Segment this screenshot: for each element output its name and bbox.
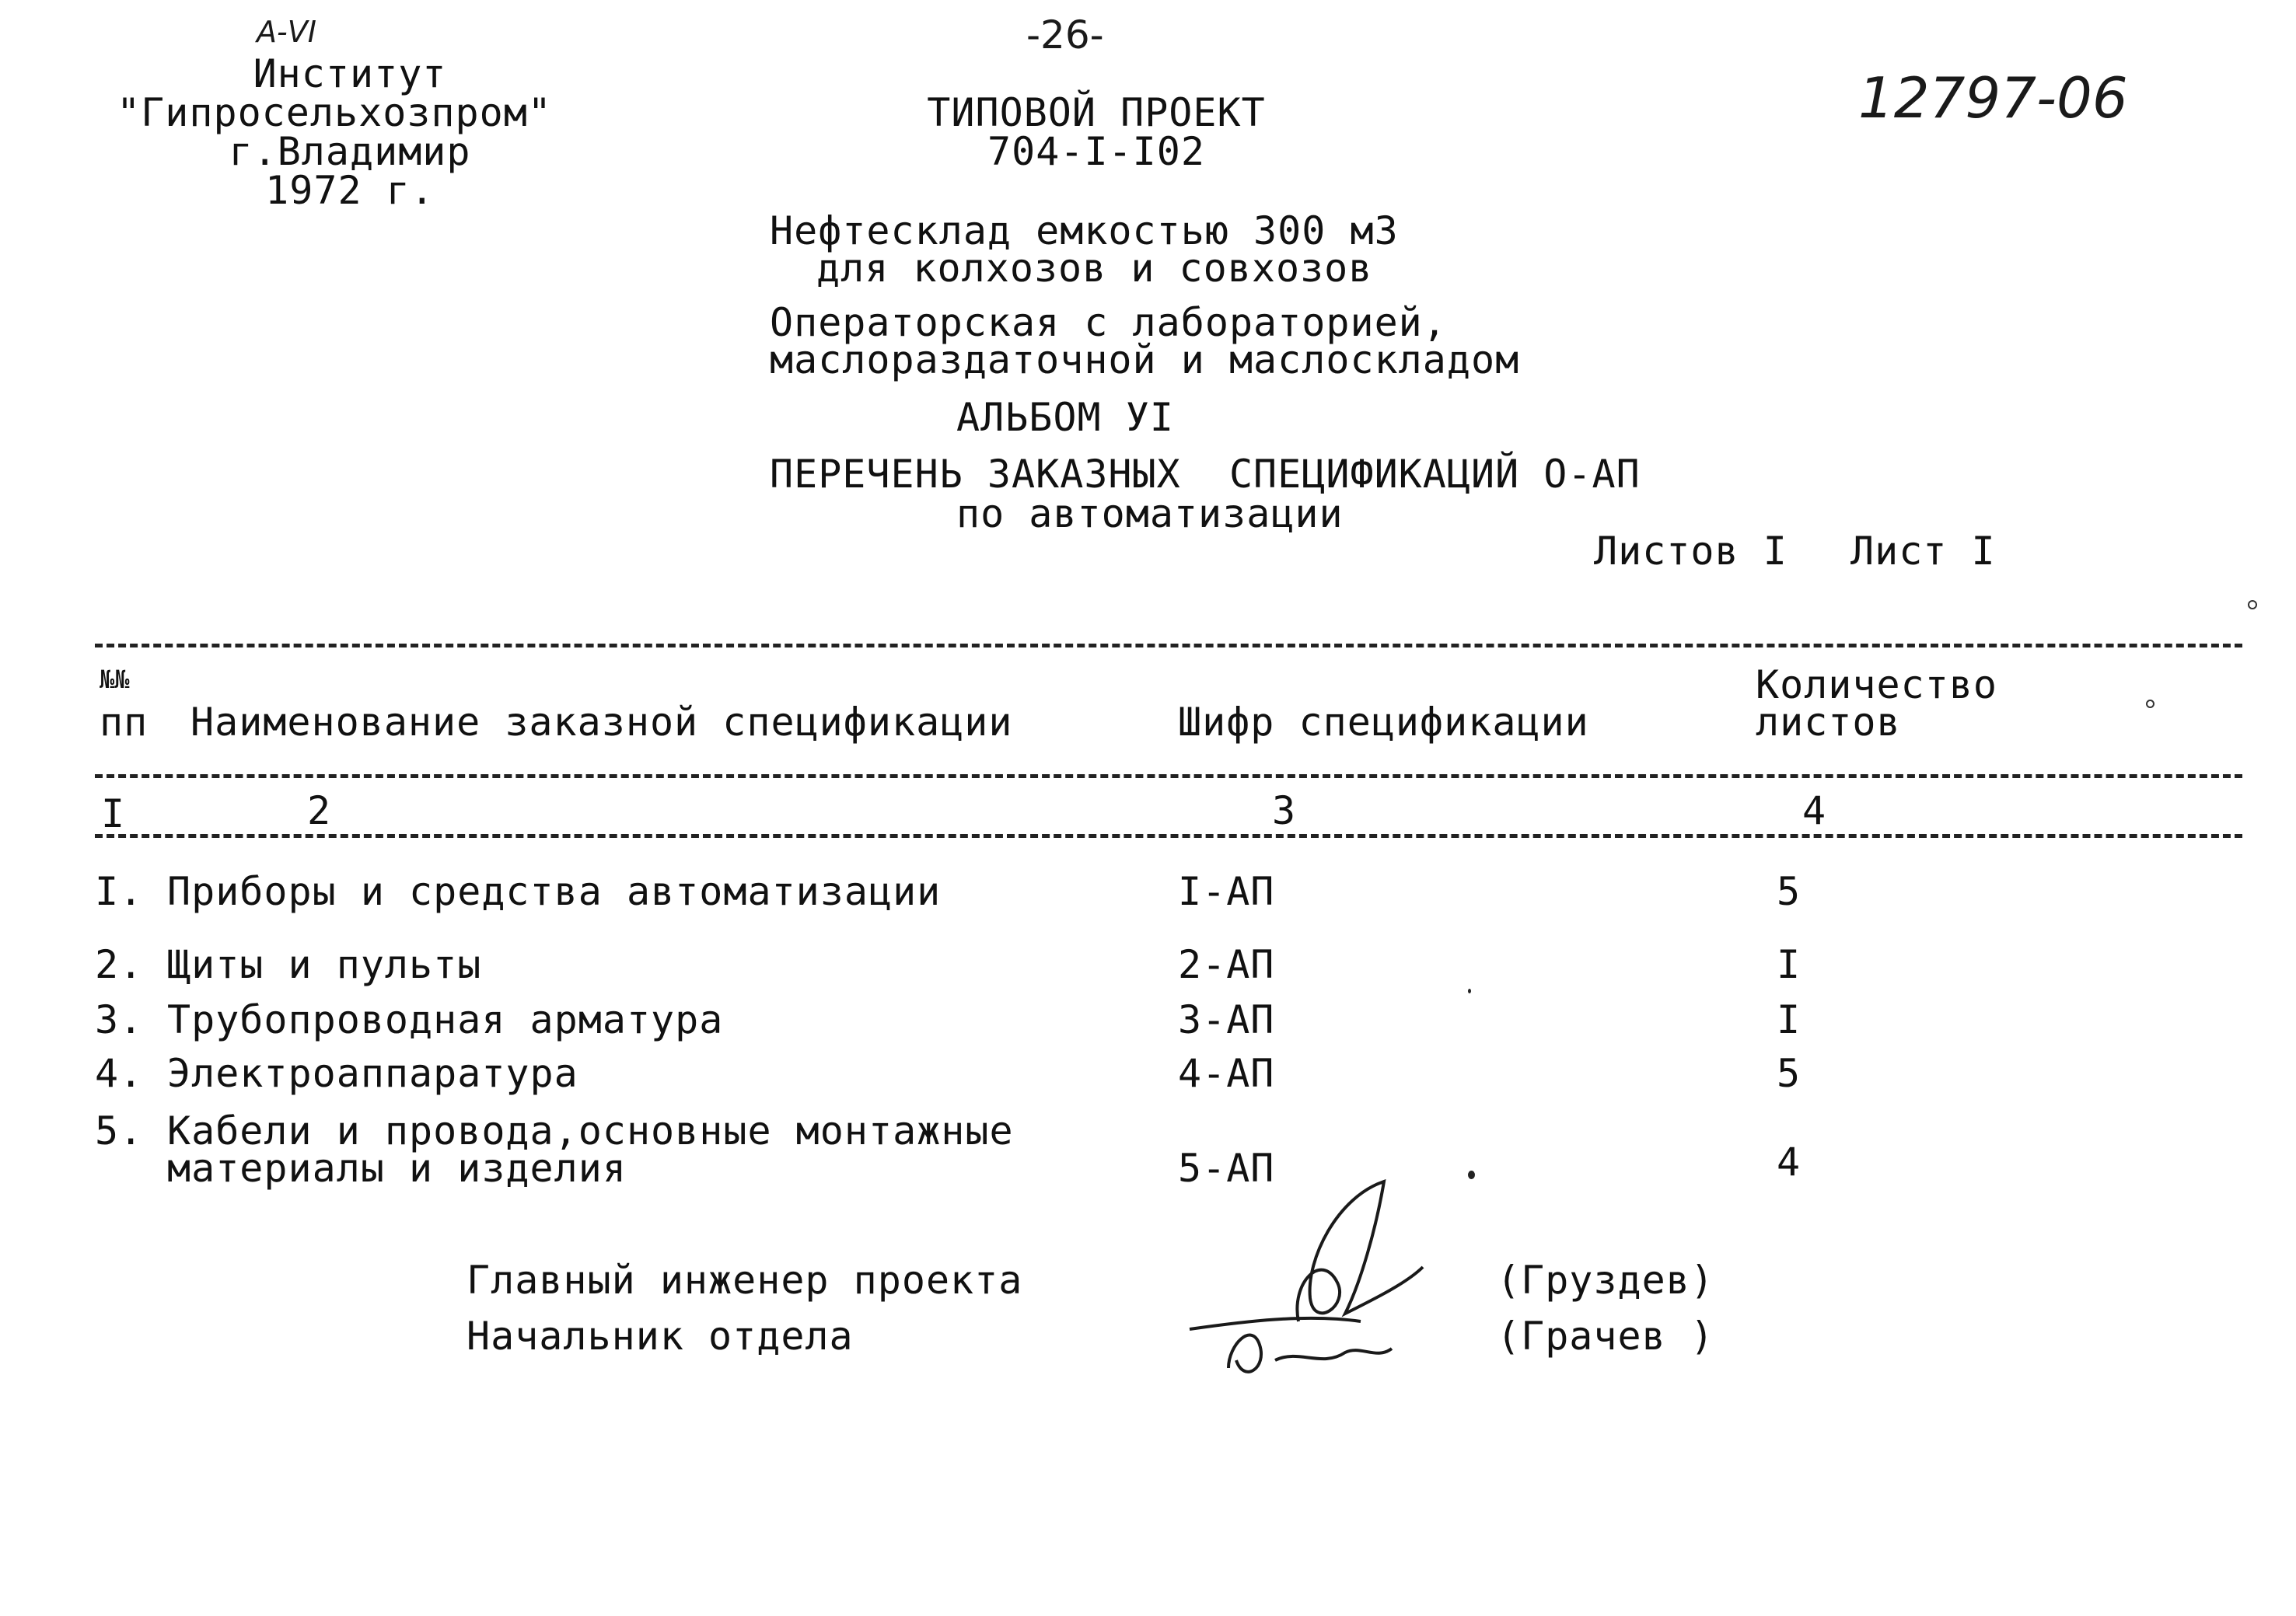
header-name: Наименование заказной спецификации [190,700,1013,745]
header-count-line1: Количество [1756,662,1998,707]
column-number-4: 4 [1802,788,1827,833]
row-name: Щиты и пульты [167,942,482,987]
dept-head-label: Начальник отдела [467,1314,854,1359]
row-code: 2-АП [1178,942,1275,987]
row-code: I-АП [1178,869,1275,914]
column-number-1: I [101,791,126,836]
album-label: АЛЬБОМ УI [956,395,1174,440]
row-sheets: I [1777,942,1802,987]
sheets-total: Листов I [1594,529,1788,574]
row-num: I. [95,869,144,914]
row-code: 4-АП [1178,1051,1275,1096]
row-num: 5. [95,1108,144,1154]
page-number: -26- [1026,12,1104,58]
speck [2248,600,2257,609]
project-type-label: ТИПОВОЙ ПРОЕКТ [927,90,1266,135]
institute-year: 1972 г. [265,168,435,213]
row-sheets: 5 [1777,869,1802,914]
row-num: 3. [95,997,144,1042]
column-number-2: 2 [307,788,332,833]
header-code: Шифр спецификации [1178,700,1589,745]
table-rule-top [95,644,2242,647]
dept-head-name: (Грачев ) [1497,1314,1714,1359]
institute-name: "Гипросельхозпром" [117,90,552,135]
row-name: Приборы и средства автоматизации [167,869,942,914]
project-number: 704-I-I02 [987,129,1205,174]
row-name: Кабели и провода,основные монтажные [167,1108,1014,1154]
column-number-3: 3 [1272,788,1297,833]
archive-number: 12797-06 [1858,65,2128,131]
table-rule-colnums [95,834,2242,838]
signature-scribble [1182,1166,1462,1399]
project-title-line2: для колхозов и совхозов [816,246,1373,291]
row-num: 2. [95,942,144,987]
chief-engineer-name: (Груздев) [1497,1258,1714,1303]
speck [2146,700,2154,708]
list-title-line2: по автоматизации [956,491,1344,536]
header-num-line1: №№ [100,665,130,694]
row-code: 5-АП [1178,1146,1275,1191]
table-rule-header [95,774,2242,778]
row-name: Трубопроводная арматура [167,997,724,1042]
header-num-line2: пп [100,700,149,745]
project-subtitle-line2: маслораздаточной и маслоскладом [770,337,1520,382]
row-sheets: 5 [1777,1051,1802,1096]
project-subtitle-line1: Операторская с лабораторией, [770,300,1447,345]
institute-line1: Институт [253,51,447,96]
sheet-current: Лист I [1850,529,1996,574]
list-title-line1: ПЕРЕЧЕНЬ ЗАКАЗНЫХ СПЕЦИФИКАЦИЙ О-АП [770,452,1641,497]
row-sheets: I [1777,997,1802,1042]
header-count-line2: листов [1756,700,1901,745]
institute-city: г.Владимир [229,129,471,174]
project-title-line1: Нефтесклад емкостью 300 м3 [770,208,1399,253]
speck [1468,989,1471,993]
speck [1468,1171,1475,1179]
row-sheets: 4 [1777,1140,1802,1185]
corner-note: А-VI [257,15,316,49]
row-num: 4. [95,1051,144,1096]
row-code: 3-АП [1178,997,1275,1042]
chief-engineer-label: Главный инженер проекта [467,1258,1023,1303]
row-name-continued: материалы и изделия [167,1146,627,1191]
row-name: Электроаппаратура [167,1051,578,1096]
